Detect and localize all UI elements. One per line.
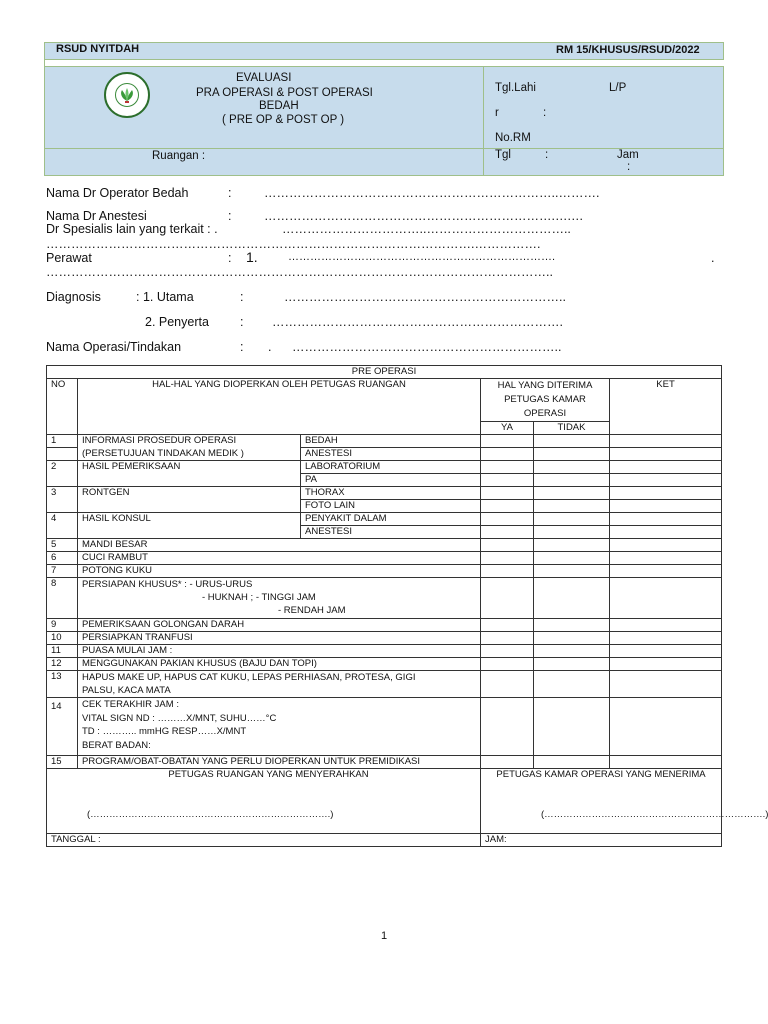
table-row: 14 CEK TERAKHIR JAM : VITAL SIGN ND : ………X/MNT, SUHU……°C TD : ……….. mmHG RESP……X/MNT BERAT BADAN: (47, 698, 722, 756)
diagnosis-utama-label: : 1. Utama (136, 290, 194, 304)
ket-cell[interactable] (610, 698, 722, 756)
perawat-field-cont[interactable]: ………………………………………………………………………………………………………….. (46, 265, 553, 279)
col-tidak-header: TIDAK (534, 422, 610, 435)
ket-cell[interactable] (610, 671, 722, 698)
table-row: 15 PROGRAM/OBAT-OBATAN YANG PERLU DIOPERKAN UNTUK PREMIDIKASI (47, 756, 722, 769)
operator-field[interactable]: ……………………………………………………………..………. (264, 186, 600, 200)
form-title-line4: ( PRE OP & POST OP ) (222, 114, 345, 126)
tidak-cell[interactable] (534, 500, 610, 513)
tidak-cell[interactable] (534, 474, 610, 487)
table-title: PRE OPERASI (47, 366, 722, 379)
tindakan-label: Nama Operasi/Tindakan (46, 340, 182, 354)
diagnosis-utama-field[interactable]: ………………………………………………………….. (284, 290, 566, 304)
tgl-label: Tgl (495, 149, 511, 161)
ket-cell[interactable] (610, 539, 722, 552)
perawat-field[interactable]: ………………………………………………………………. (288, 251, 556, 263)
ya-cell[interactable] (481, 461, 534, 474)
ruangan-label: Ruangan : (152, 150, 206, 162)
diagnosis-penyerta-label: 2. Penyerta (145, 315, 209, 329)
ya-cell[interactable] (481, 632, 534, 645)
hospital-name: RSUD NYITDAH (56, 43, 140, 55)
table-row: 8 PERSIAPAN KHUSUS* : - URUS-URUS - HUKNAH ; - TINGGI JAM - RENDAH JAM (47, 578, 722, 619)
table-row: 3 RONTGEN THORAX (47, 487, 722, 500)
table-row: 6 CUCI RAMBUT (47, 552, 722, 565)
tidak-cell[interactable] (534, 756, 610, 769)
ket-cell[interactable] (610, 552, 722, 565)
no-rm-label: No.RM (495, 132, 531, 144)
ket-cell[interactable] (610, 435, 722, 448)
form-title-line2: PRA OPERASI & POST OPERASI (196, 87, 373, 99)
signature-row (47, 769, 722, 834)
tidak-cell[interactable] (534, 645, 610, 658)
col-no-header: NO (47, 379, 78, 435)
form-title-line1: EVALUASI (236, 72, 292, 84)
spesialis-label: Dr Spesialis lain yang terkait : . (46, 222, 218, 236)
ya-cell[interactable] (481, 698, 534, 756)
table-row: 1 INFORMASI PROSEDUR OPERASI BEDAH (47, 435, 722, 448)
perawat-label: Perawat (46, 251, 92, 265)
sign-right-label: PETUGAS KAMAR OPERASI YANG MENERIMA (496, 769, 706, 780)
spesialis-field-cont[interactable]: ………………………………………………………………………………………….……………. (46, 237, 541, 251)
spesialis-field[interactable]: ……………………………..…………………………….. (282, 222, 571, 236)
tidak-cell[interactable] (534, 619, 610, 632)
table-row: 2 HASIL PEMERIKSAAN LABORATORIUM (47, 461, 722, 474)
page-number: 1 (380, 930, 388, 942)
table-row: 13 HAPUS MAKE UP, HAPUS CAT KUKU, LEPAS PERHIASAN, PROTESA, GIGI PALSU, KACA MATA (47, 671, 722, 698)
tidak-cell[interactable] (534, 526, 610, 539)
tidak-cell[interactable] (534, 632, 610, 645)
tidak-cell[interactable] (534, 698, 610, 756)
tidak-cell[interactable] (534, 552, 610, 565)
ya-cell[interactable] (481, 578, 534, 619)
table-row: 5 MANDI BESAR (47, 539, 722, 552)
ya-cell[interactable] (481, 619, 534, 632)
form-title-line3: BEDAH (259, 100, 299, 112)
ket-cell[interactable] (610, 645, 722, 658)
pre-operasi-table (46, 365, 768, 847)
anestesi-field[interactable]: …………………………………………………………….….… (264, 209, 584, 223)
tidak-cell[interactable] (534, 461, 610, 474)
rm-code: RM 15/KHUSUS/RSUD/2022 (556, 44, 700, 56)
ya-cell[interactable] (481, 756, 534, 769)
ket-cell[interactable] (610, 565, 722, 578)
ket-cell[interactable] (610, 526, 722, 539)
tidak-cell[interactable] (534, 448, 610, 461)
ya-cell[interactable] (481, 513, 534, 526)
col-diterima-header: HAL YANG DITERIMA PETUGAS KAMAR OPERASI (481, 379, 610, 422)
ket-cell[interactable] (610, 513, 722, 526)
table-row: FOTO LAIN (47, 500, 722, 513)
ya-cell[interactable] (481, 671, 534, 698)
tidak-cell[interactable] (534, 539, 610, 552)
sign-right-field[interactable]: (…………………………………………………………….) (541, 809, 768, 820)
ket-cell[interactable] (610, 578, 722, 619)
ya-cell[interactable] (481, 474, 534, 487)
ket-cell[interactable] (610, 461, 722, 474)
col-ya-header: YA (481, 422, 534, 435)
ya-cell[interactable] (481, 658, 534, 671)
hospital-logo (104, 72, 150, 118)
col-ket-header: KET (610, 379, 722, 435)
ket-cell[interactable] (610, 487, 722, 500)
ya-cell[interactable] (481, 448, 534, 461)
ya-cell[interactable] (481, 552, 534, 565)
table-row: 12 MENGGUNAKAN PAKIAN KHUSUS (BAJU DAN TOPI) (47, 658, 722, 671)
diagnosis-penyerta-field[interactable]: ……………………………………………………………. (272, 315, 563, 329)
table-row: 9 PEMERIKSAAN GOLONGAN DARAH (47, 619, 722, 632)
date-row (47, 834, 722, 847)
ket-cell[interactable] (610, 500, 722, 513)
table-row: (PERSETUJUAN TINDAKAN MEDIK ) ANESTESI (47, 448, 722, 461)
ya-cell[interactable] (481, 645, 534, 658)
col-hal-header: HAL-HAL YANG DIOPERKAN OLEH PETUGAS RUANGAN (78, 379, 481, 435)
table-row: 10 PERSIAPKAN TRANFUSI (47, 632, 722, 645)
ya-cell[interactable] (481, 565, 534, 578)
ya-cell[interactable] (481, 539, 534, 552)
header-divider-v (483, 66, 484, 176)
ya-cell[interactable] (481, 500, 534, 513)
tidak-cell[interactable] (534, 435, 610, 448)
sign-left-field[interactable]: (………………………………………………………………….) (87, 809, 334, 820)
tidak-cell[interactable] (534, 487, 610, 500)
ket-cell[interactable] (610, 756, 722, 769)
tidak-cell[interactable] (534, 671, 610, 698)
tidak-cell[interactable] (534, 513, 610, 526)
sign-left-label: PETUGAS RUANGAN YANG MENYERAHKAN (168, 769, 369, 780)
tidak-cell[interactable] (534, 658, 610, 671)
table-row: PA (47, 474, 722, 487)
ya-cell[interactable] (481, 526, 534, 539)
tidak-cell[interactable] (534, 578, 610, 619)
tidak-cell[interactable] (534, 565, 610, 578)
ket-cell[interactable] (610, 658, 722, 671)
tanggal-field[interactable]: TANGGAL : (47, 834, 481, 847)
ket-cell[interactable] (610, 448, 722, 461)
ket-cell[interactable] (610, 632, 722, 645)
tgl-lahir-label: Tgl.Lahi (495, 82, 536, 94)
table-row: 11 PUASA MULAI JAM : (47, 645, 722, 658)
tindakan-field[interactable]: ……………………………………………………….. (292, 340, 562, 354)
table-row: 4 HASIL KONSUL PENYAKIT DALAM (47, 513, 722, 526)
jam-label: Jam (617, 149, 639, 161)
anestesi-label: Nama Dr Anestesi (46, 209, 147, 223)
ket-cell[interactable] (610, 474, 722, 487)
operator-label: Nama Dr Operator Bedah (46, 186, 189, 200)
tgl-lahir-label-cont: r (495, 107, 499, 119)
ket-cell[interactable] (610, 619, 722, 632)
lp-label: L/P (609, 82, 627, 94)
ya-cell[interactable] (481, 487, 534, 500)
table-row: 7 POTONG KUKU (47, 565, 722, 578)
diagnosis-label: Diagnosis (46, 290, 101, 304)
jam-field[interactable]: JAM: (481, 834, 722, 847)
table-row: ANESTESI (47, 526, 722, 539)
ya-cell[interactable] (481, 435, 534, 448)
